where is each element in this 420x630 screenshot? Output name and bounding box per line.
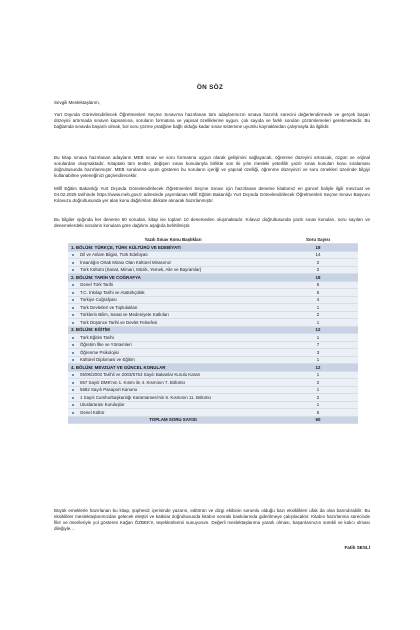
topic-row [68,394,358,402]
section-row [68,364,358,372]
paragraph-intro: Yurt Dışında Görevlendirilecek Öğretmenleri Seçme Sınavı'na hazırlanan tüm adaylarımızın sınava hazırlık sürecini değerlendirmede ve gerçek başarı düzeyini artırmada sınavın kapsamına, soruların formatına ve yapısal özelliklerine uygun, çok sayıda ve farklı soruları çözümlemeleri gerekmektedir. Bu bağlamda sınavda başarılı olmak, bol soru çözme pratiğine bağlı olduğu kadar sınav sistemine uyumlu kaynaklardan çalışmayla da ilgilidir. [54,112,370,130]
question-count: 1 [278,356,358,364]
topic-label: Uluslararası Kuruluşlar [80,402,125,408]
question-count: 7 [278,341,358,349]
bullet-icon [72,412,74,414]
topic-row [68,251,358,259]
topic-label: Öğrenme Psikolojisi [80,349,119,355]
question-count: 2 [278,259,358,267]
topic-label: 2. BÖLÜM: TARİH VE COĞRAFYA [71,274,141,280]
topic-label: İnsanlığın Ortak Mirası Olan Kültürel Mirasımız [80,259,172,265]
question-count: 2 [278,379,358,387]
paragraph-book: Bu kitap sınava hazırlanan adayların MEB sınav ve soru formatına uygun olarak gelişimini sağlayacak, öğrenme düzeyini artıracak, özgün ve orijinal sorulardan oluşmaktadır. Kitaptaki tüm testler, değişen sınav konularıyla birlikte son iki yılın mesleki yeterlilik yazılı sınav konuları konu sıralaması doğrultusunda hazırlanmıştır. MEB sorularına uyum gösteren bu soruların içeriği ve yapısal özelliği, öğrenme düzeyinizi ve soru örnekleri üzerinde bilgiyi kullanabilme yeteneğinizi güçlendirecektir. [54,155,370,179]
topic-row [68,379,358,387]
header-topic: Yazılı Sınav Konu Başlıkları [68,236,278,244]
question-count: 2 [278,266,358,274]
paragraph-guide: Millî Eğitim Bakanlığı Yurt Dışında Görevlendirilecek Öğretmenleri Seçme Sınavı için hazırlanan deneme kitabımız en güncel haliyle ilgili mevzuat ve 04.02.2025 tarihinde https://www.meb.gov.tr adresinde yayımlanan Millî Eğitim Bakanlığı Yurt Dışında Görevlendirilecek Öğretmenleri Seçme Sınavı Başvuru Kılavuzu doğrultusunda yer alan konu dağılımları dikkate alınarak hazırlanmıştır. [54,186,370,204]
topic-row [68,289,358,297]
topic-row [68,371,358,379]
bullet-icon [72,397,74,399]
topic-label: Genel Türk Tarihi [80,282,114,288]
topic-label: Türkiye Coğrafyası [80,297,117,303]
question-count: 1 [278,319,358,327]
topic-label: Dil ve Anlam Bilgisi, Türk Edebiyatı [80,252,148,258]
bullet-icon [72,344,74,346]
topic-row [68,334,358,342]
topic-label: Türk Düşünce Tarihi ve Devlet Felsefesi [80,319,158,325]
section-row [68,326,358,334]
topic-row [68,266,358,274]
topic-row [68,319,358,327]
topic-row [68,349,358,357]
paragraph-closing: Büyük emeklerle hazırlanan bu kitap, şüphesiz içerisinde yazarın, editörün ve dizgi ekibinin sorumlu olduğu bazı eksiklikleri ufak da olsa barındırabilir. Bu eksiklikler meslektaşlarımızdan gelecek eleştiri ve katkılar doğrultusunda kitabın sonraki baskılarında giderilmeye çalışılacaktır. Kitabın hazırlanma sürecinde fikir ve önerileriyle yol gösteren Kağan ÖZBEK'e, teşekkürlerimi sunuyorum. Değerli meslektaşlarıma yararlı olması, başarılarınızın sürekli ve kalıcı olması dileğiyle... [54,508,370,532]
section-row [68,274,358,282]
topic-label: Türk Eğitim Tarihi [80,334,114,340]
topic-row [68,356,358,364]
topic-label: 5682 Sayılı Pasaport Kanunu [80,387,138,393]
total-label: TOPLAM SORU SAYISI [68,416,278,424]
table-total-row [68,416,358,424]
topic-row [68,259,358,267]
question-count: 14 [278,251,358,259]
topic-label: Genel Kültür [80,409,105,415]
bullet-icon [72,359,74,361]
bullet-icon [72,292,74,294]
question-count: 5 [278,409,358,417]
bullet-icon [72,404,74,406]
topic-label: Türk Devletleri ve Toplulukları [80,304,138,310]
question-count: 5 [278,281,358,289]
topic-label: T.C. İnkılap Tarihi ve Atatürkçülük [80,289,145,295]
topic-row [68,311,358,319]
bullet-icon [72,269,74,271]
question-count: 18 [278,274,358,282]
topic-row [68,401,358,409]
bullet-icon [72,262,74,264]
bullet-icon [72,307,74,309]
bullet-icon [72,314,74,316]
bullet-icon [72,284,74,286]
topic-label: 1 Sayılı Cumhurbaşkanlığı Kararnamesi'nin 6. Kısmının 11. Bölümü [80,394,211,400]
total-count: 60 [278,416,358,424]
question-count: 1 [278,386,358,394]
topic-row [68,341,358,349]
question-count: 1 [278,371,358,379]
bullet-icon [72,322,74,324]
question-count: 12 [278,364,358,372]
section-row [68,244,358,252]
question-count: 18 [278,244,358,252]
page-title: ÖN SÖZ [196,84,224,91]
question-count: 5 [278,289,358,297]
topic-row [68,409,358,417]
greeting: Sevgili Meslektaşlarım, [54,100,101,105]
bullet-icon [72,352,74,354]
question-count: 4 [278,296,358,304]
bullet-icon [72,374,74,376]
topic-label: 3. BÖLÜM: EĞİTİM [71,327,110,333]
paragraph-distribution: Bu bilgiler ışığında her deneme 60 sorudan, kitap ise toplam 10 denemeden oluşmaktadır. Kılavuz doğrultusunda yazılı sınav konuları, soru sayıları ve denemelerdeki soruların konulara göre dağılımı aşağıda belirtilmiştir. [54,217,370,229]
topic-label: 4. BÖLÜM: MEVZUAT VE GÜNCEL KONULAR [71,364,166,370]
question-count: 1 [278,304,358,312]
bullet-icon [72,382,74,384]
bullet-icon [72,389,74,391]
topic-label: Kültürel Diplomasi ve Eğitim [80,357,135,363]
topic-table [68,236,358,424]
question-count: 2 [278,394,358,402]
topic-row [68,304,358,312]
question-count: 1 [278,334,358,342]
topic-label: 05/06/2003 Tarihli ve 2003/5753 Sayılı Bakanlar Kurulu Kararı [80,372,201,378]
topic-row [68,281,358,289]
question-count: 2 [278,311,358,319]
question-count: 3 [278,349,358,357]
bullet-icon [72,299,74,301]
author-signature: Fatih SESLİ [344,545,370,550]
topic-row [68,386,358,394]
bullet-icon [72,337,74,339]
topic-label: Türk Kültürü (Sanat, Mimari, Müzik, Yemek, Aile ve Bayramlar) [80,267,202,273]
topic-label: Öğretim İlke ve Yöntemleri [80,342,132,348]
topic-row [68,296,358,304]
topic-label: 657 Sayılı DMK'nın 1. Kısmı ile 4. Kısmının 7. Bölümü [80,379,185,385]
question-count: 12 [278,326,358,334]
bullet-icon [72,254,74,256]
table-header [68,236,358,244]
topic-label: Türklerin Bilim, Sanat ve Medeniyete Katkıları [80,312,169,318]
topic-label: 1. BÖLÜM: TÜRKÇE, TÜRK KÜLTÜRÜ VE EDEBİYATI [71,244,181,250]
header-count: Soru Sayısı [278,236,358,244]
question-count: 1 [278,401,358,409]
